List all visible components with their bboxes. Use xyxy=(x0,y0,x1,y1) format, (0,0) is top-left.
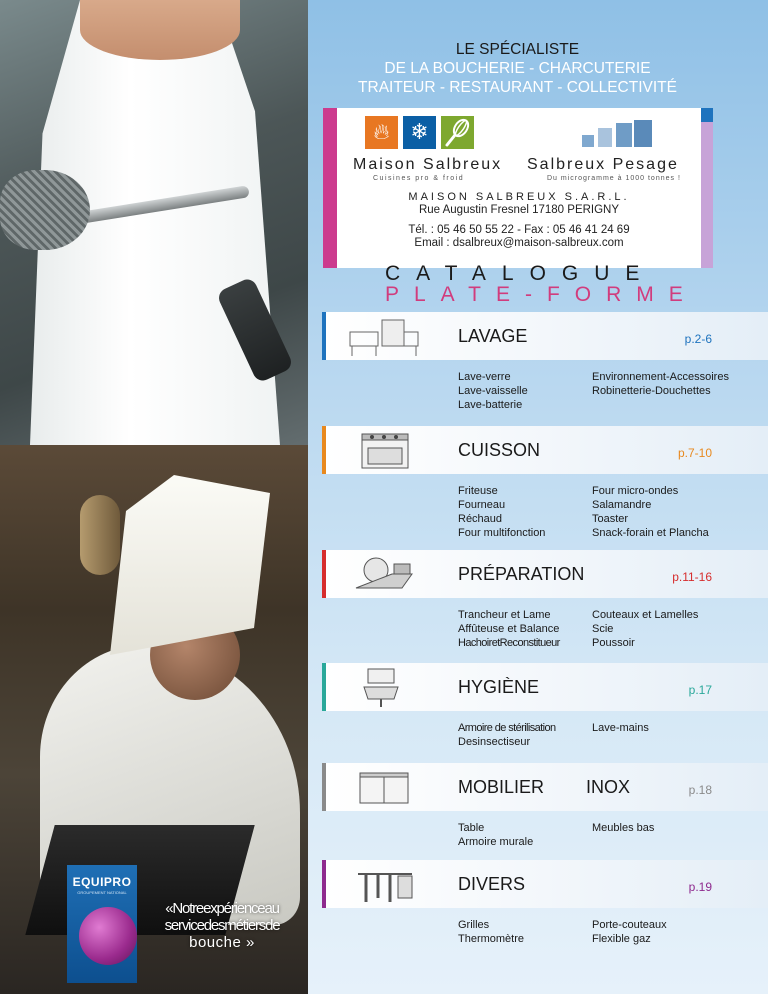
section-header xyxy=(322,550,768,598)
tagline-line-2: DE LA BOUCHERIE - CHARCUTERIE xyxy=(384,60,651,77)
company-name: MAISON SALBREUX S.A.R.L. xyxy=(408,191,630,203)
meat-slicer-icon xyxy=(334,554,430,596)
list-item: Desinsectiseur xyxy=(458,736,531,748)
equipro-sub: GROUPEMENT NATIONAL xyxy=(77,890,127,895)
section-cuisson xyxy=(322,426,768,539)
equipro-logo xyxy=(67,865,137,983)
list-item: Couteaux et Lamelles xyxy=(592,609,699,621)
section-preparation xyxy=(322,550,768,660)
company-email: Email : dsalbreux@maison-salbreux.com xyxy=(414,237,624,249)
section-accent xyxy=(322,663,326,711)
section-header xyxy=(322,426,768,474)
section-title: DIVERS xyxy=(458,874,526,894)
section-page: p.17 xyxy=(688,683,712,697)
list-item: Lave-verre xyxy=(458,371,511,383)
section-header xyxy=(322,763,768,811)
equipro-name: EQUIPRO xyxy=(72,875,132,889)
section-accent xyxy=(322,426,326,474)
section-hygiene xyxy=(322,663,768,773)
section-list-right xyxy=(592,370,762,398)
list-item: Porte-couteaux xyxy=(592,919,667,931)
section-subtitle: INOX xyxy=(586,777,631,797)
list-item: Four micro-ondes xyxy=(592,485,679,497)
tagline-line-1: LE SPÉCIALISTE xyxy=(455,41,580,58)
knife-rack-icon xyxy=(334,864,430,906)
list-item: Snack-forain et Plancha xyxy=(592,527,709,539)
card-corner-tab xyxy=(701,108,713,122)
section-header xyxy=(322,663,768,711)
flame-icon: 🔥︎ xyxy=(365,116,398,149)
list-item: Flexible gaz xyxy=(592,933,651,945)
list-item: Trancheur et Lame xyxy=(458,609,551,621)
list-item: Toaster xyxy=(592,513,629,525)
hand-sink-icon xyxy=(334,667,430,709)
list-item: Armoire murale xyxy=(458,836,534,848)
tagline xyxy=(330,40,705,97)
pesage-blocks-icon xyxy=(582,120,652,150)
list-item: Affûteuse et Balance xyxy=(458,623,560,635)
range-cooker-icon xyxy=(334,430,430,472)
chef-hat-shape xyxy=(110,475,270,655)
company-address: Rue Augustin Fresnel 17180 PERIGNY xyxy=(418,204,620,216)
tagline-line-3: TRAITEUR - RESTAURANT - COLLECTIVITÉ xyxy=(358,79,677,96)
maison-logo-sub: Cuisines pro & froid xyxy=(373,175,465,182)
list-item: Réchaud xyxy=(458,513,503,525)
section-list-right xyxy=(592,918,762,946)
snowflake-icon: ❄ xyxy=(403,116,436,149)
dishwasher-icon xyxy=(334,316,430,358)
quote-line-2: servicedesmétiersde xyxy=(164,917,280,934)
section-page: p.2-6 xyxy=(684,332,712,346)
company-card xyxy=(323,108,713,268)
section-title: HYGIÈNE xyxy=(458,677,540,697)
section-accent xyxy=(322,860,326,908)
section-list-right xyxy=(592,484,762,540)
section-list-left xyxy=(458,918,588,946)
section-header xyxy=(322,312,768,360)
section-accent xyxy=(322,550,326,598)
section-list-left xyxy=(458,484,588,540)
list-item: Poussoir xyxy=(592,637,635,649)
list-item: Scie xyxy=(592,623,614,635)
list-item: Table xyxy=(458,822,485,834)
section-list-left xyxy=(458,608,588,650)
section-divers xyxy=(322,860,768,970)
list-item: Lave-batterie xyxy=(458,399,523,411)
equipro-quote xyxy=(142,900,302,951)
section-accent xyxy=(322,763,326,811)
section-page: p.11-16 xyxy=(672,570,712,584)
steel-cabinet-icon xyxy=(334,767,430,809)
section-mobilier xyxy=(322,763,768,873)
chainmail-glove-shape xyxy=(0,170,90,250)
quote-line-1: «Notreexpérienceau xyxy=(165,900,279,917)
list-item: Grilles xyxy=(458,919,490,931)
section-page: p.7-10 xyxy=(677,446,712,460)
list-item: HachoiretReconstitueur xyxy=(458,637,560,649)
chin-shape xyxy=(80,0,240,60)
list-item: Four multifonction xyxy=(458,527,546,539)
butcher-photo xyxy=(0,0,308,445)
company-phone: Tél. : 05 46 50 55 22 - Fax : 05 46 41 24 69 xyxy=(408,224,630,236)
section-title: PRÉPARATION xyxy=(458,564,585,584)
list-item: Fourneau xyxy=(458,499,506,511)
section-page: p.19 xyxy=(688,880,712,894)
section-page: p.18 xyxy=(688,783,712,797)
list-item: Friteuse xyxy=(458,485,498,497)
list-item: Armoire de stérilisation xyxy=(458,722,556,734)
section-list-left xyxy=(458,370,588,412)
catalogue-title: CATALOGUE xyxy=(385,262,656,285)
section-title: CUISSON xyxy=(458,440,541,460)
section-accent xyxy=(322,312,326,360)
section-list-left xyxy=(458,821,588,849)
list-item: Salamandre xyxy=(592,499,652,511)
pesage-logo-name: Salbreux Pesage xyxy=(527,156,679,173)
quote-line-3: bouche » xyxy=(189,934,255,951)
list-item: Environnement-Accessoires xyxy=(592,371,729,383)
whisk-icon xyxy=(441,116,474,149)
hanging-pan-shape xyxy=(80,495,120,575)
section-list-right xyxy=(592,608,762,650)
section-title: LAVAGE xyxy=(458,326,528,346)
section-list-right xyxy=(592,721,762,735)
list-item: Robinetterie-Douchettes xyxy=(592,385,711,397)
list-item: Lave-vaisselle xyxy=(458,385,528,397)
maison-logo-name: Maison Salbreux xyxy=(353,156,503,173)
section-list-right xyxy=(592,821,762,835)
equipro-sphere-icon xyxy=(79,907,137,965)
pesage-logo-sub: Du microgramme à 1000 tonnes ! xyxy=(547,175,681,182)
section-title: MOBILIER xyxy=(458,777,545,797)
list-item: Thermomètre xyxy=(458,933,525,945)
section-lavage xyxy=(322,312,768,422)
section-list-left xyxy=(458,721,588,749)
plateforme-title: PLATE-FORME xyxy=(385,283,698,306)
list-item: Lave-mains xyxy=(592,722,649,734)
cover-photos xyxy=(0,0,308,994)
section-header xyxy=(322,860,768,908)
list-item: Meubles bas xyxy=(592,822,655,834)
